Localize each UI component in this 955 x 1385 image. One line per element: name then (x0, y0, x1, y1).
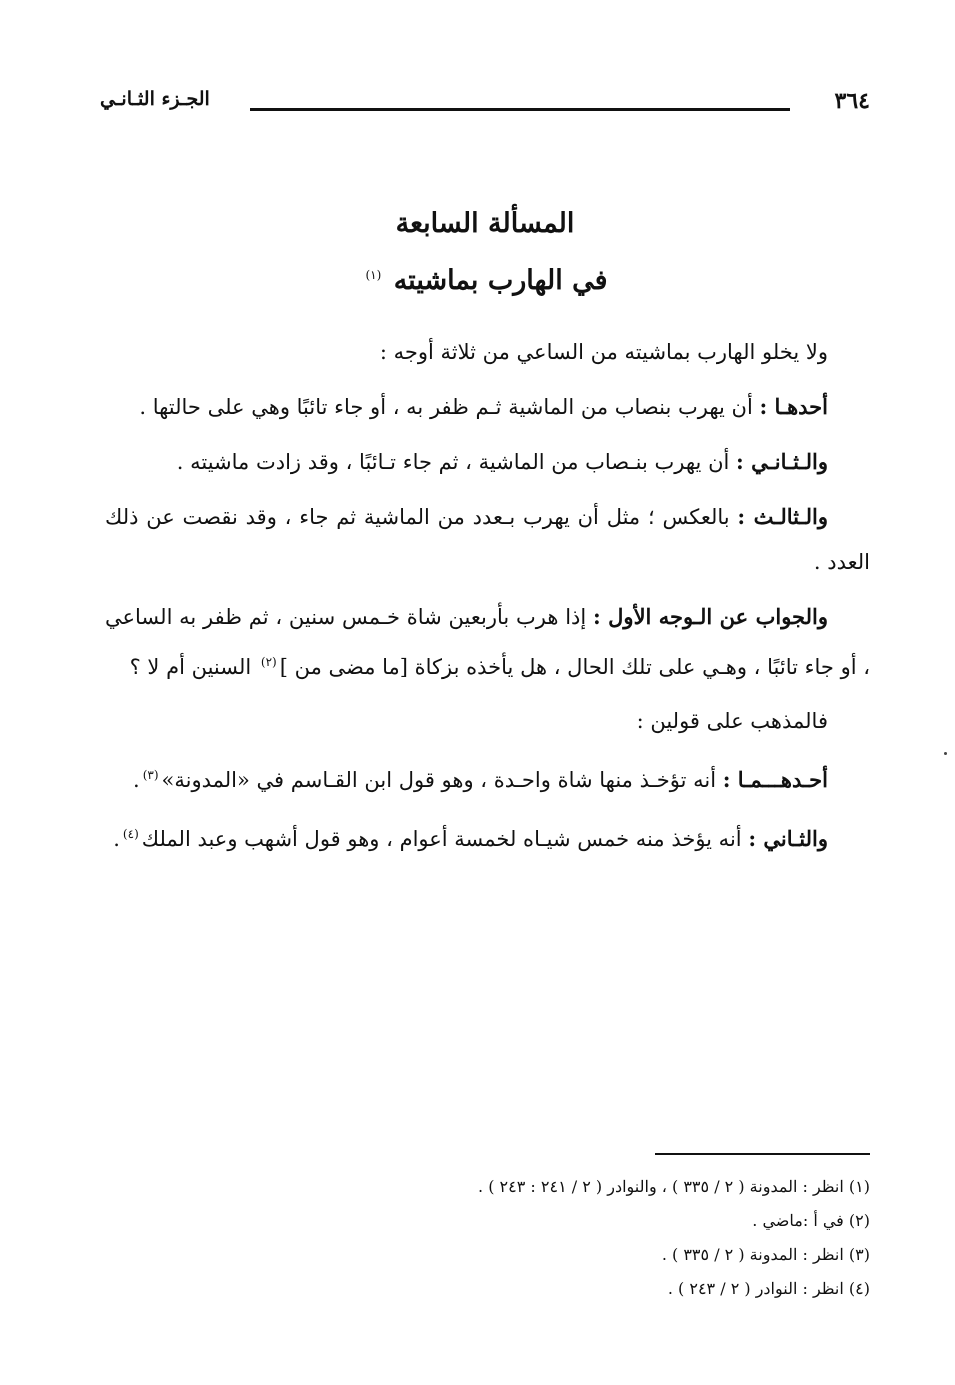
paragraph-lead: والـثـانـي : (736, 449, 828, 474)
footnote: (٤) انظر : النوادر ( ٢ / ٢٤٣ ) . (667, 1279, 870, 1298)
footnote: (١) انظر : المدونة ( ٢ / ٣٣٥ ) ، والنوادر ( ٢ / ٢٤١ : ٢٤٣ ) . (478, 1177, 870, 1196)
paragraph (105, 753, 870, 803)
paragraph-lead: أحـدهـــمـا : (722, 767, 828, 792)
body-text (105, 330, 870, 871)
paragraph-lead: والـثالـث : (737, 504, 829, 529)
footnote: (٢) في أ :ماضي . (752, 1211, 870, 1230)
footnote-separator (655, 1153, 870, 1155)
paragraph-text: السنين أم لا ؟ (129, 655, 258, 679)
paragraph-text: ولا يخلو الهارب بماشيته من الساعي من ثلاثة أوجه : (379, 340, 828, 364)
footnote-ref: (٣) (142, 768, 159, 782)
paragraph-text: أنه تؤخـذ منها شاة واحـدة ، وهو قول ابن القـاسم في «المدونة» (161, 768, 723, 792)
paragraph-text: بالعكس ؛ مثل أن يهرب بـعدد من الماشية ثم جاء ، وقد نقصت عن ذلك العدد . (105, 505, 870, 574)
paragraph-lead: والجواب عن الـوجه الأول : (593, 604, 828, 629)
paragraph-text: . (133, 768, 140, 792)
section-title (100, 208, 870, 239)
footnote: (٣) انظر : المدونة ( ٢ / ٣٣٥ ) . (661, 1245, 870, 1264)
paragraph (105, 699, 870, 744)
paragraph-text: فالمذهب على قولين : (636, 709, 828, 733)
section-subtitle (100, 265, 870, 296)
footnote-ref: (١) (365, 268, 382, 282)
paragraph-lead: والثـاني : (748, 826, 828, 851)
section-title-text: المسألة السابعة (395, 208, 575, 239)
paragraph-text: إذا هرب بأربعين شاة خـمس سنين ، ثم ظفر به الساعي ، أو جاء تائبًا ، وهـي على تلك الحال ، هل يأخذه بزكاة [ما مضى من ] (105, 605, 870, 679)
paragraph (105, 494, 870, 585)
paragraph-text: أن يهرب بنصاب من الماشية ثـم ظفر به ، أو جاء تائبًا وهي على حالتها . (139, 395, 760, 419)
footnote-ref: (٤) (122, 827, 139, 841)
scan-speck (944, 752, 947, 755)
paragraph (105, 330, 870, 375)
paragraph (105, 812, 870, 862)
running-header (100, 88, 870, 128)
page-number: ٣٦٤ (834, 88, 870, 114)
paragraph (105, 439, 870, 485)
paragraph (105, 594, 870, 690)
section-subtitle-text: في الهارب بماشيته (393, 265, 608, 296)
paragraph (105, 384, 870, 430)
volume-label: الجـزء الثـانـي (100, 88, 210, 110)
paragraph-text: أنه يؤخذ منه خمس شيـاه لخمسة أعوام ، وهو قول أشهب وعبد الملك (141, 827, 749, 851)
footnote-ref: (٢) (260, 655, 277, 669)
footnotes (105, 1170, 870, 1306)
paragraph-lead: أحدهـا : (759, 394, 828, 419)
header-rule (250, 108, 790, 111)
paragraph-text: أن يهرب بنـصاب من الماشية ، ثم جاء تـائبًا ، وقد زادت ماشيته . (176, 450, 737, 474)
paragraph-text: . (113, 827, 120, 851)
